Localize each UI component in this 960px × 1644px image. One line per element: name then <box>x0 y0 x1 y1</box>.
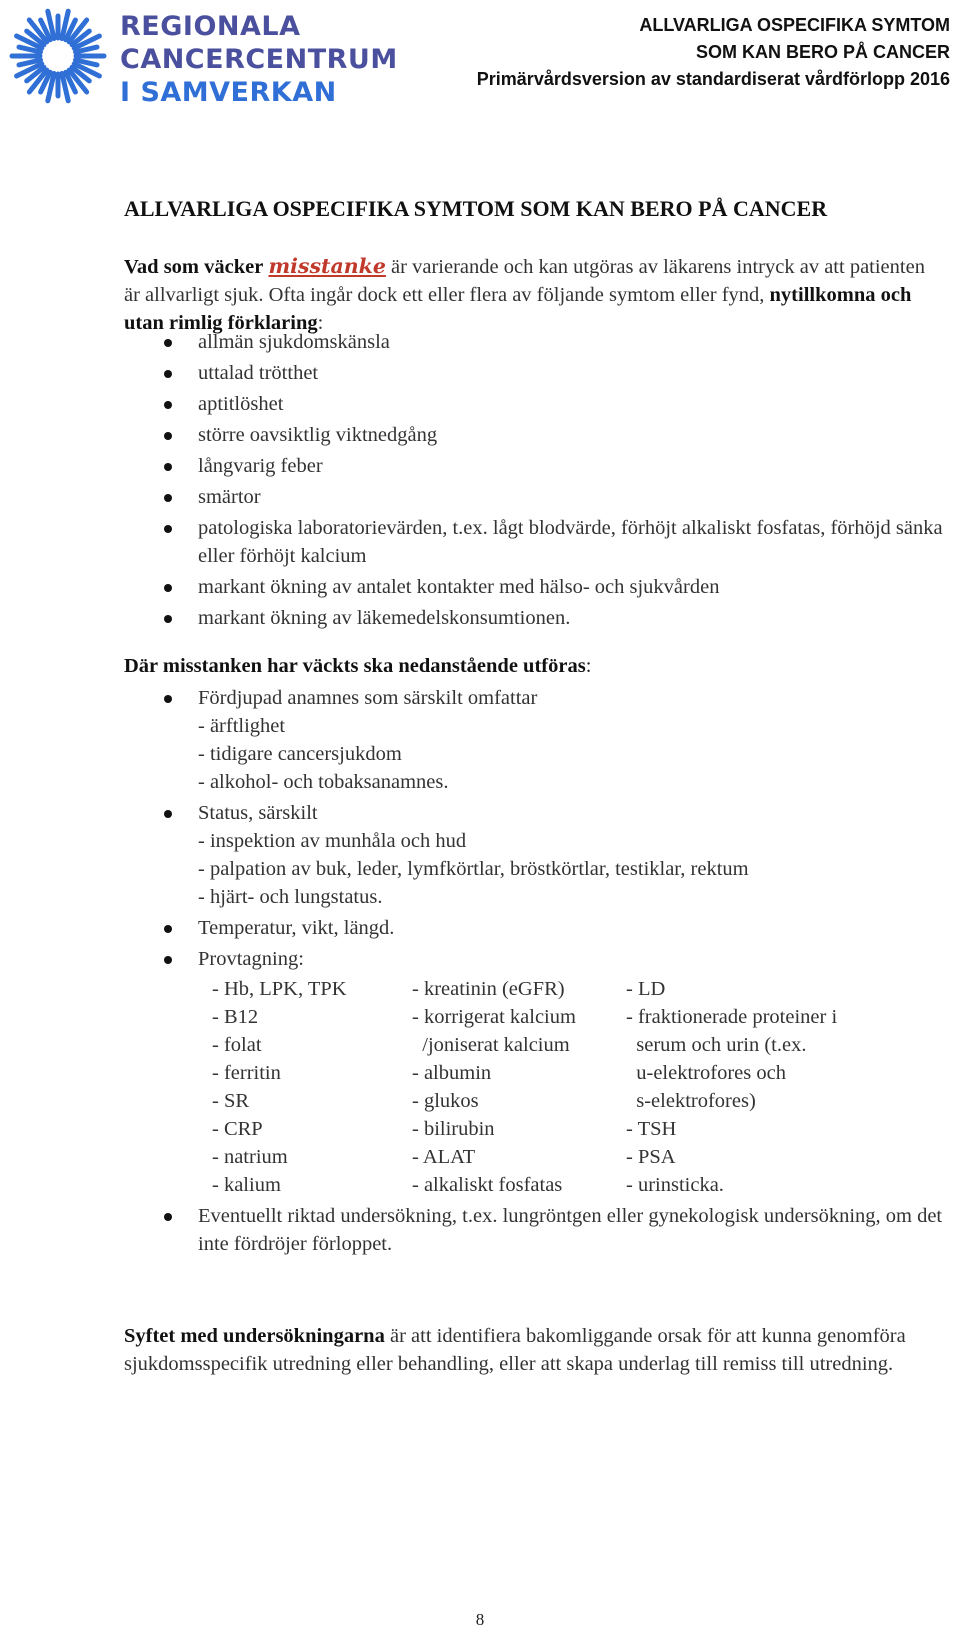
table-row <box>198 1031 837 1059</box>
list-item: smärtor <box>124 483 944 511</box>
table-cell: - B12 <box>212 1006 259 1028</box>
page-title: ALLVARLIGA OSPECIFIKA SYMTOM SOM KAN BERO PÅ CANCER <box>124 196 828 221</box>
table-cell: serum och urin (t.ex. <box>626 1034 807 1056</box>
list-item-temperatur: Temperatur, vikt, längd. <box>124 914 944 942</box>
actions-heading-bold: Där misstanken har väckts ska nedanstående utföras <box>124 655 586 677</box>
sun-logo-icon <box>6 4 110 104</box>
table-cell: - PSA <box>626 1146 676 1168</box>
intro-lead: Vad som väcker <box>124 256 264 278</box>
bullet-icon <box>164 432 172 440</box>
page-number: 8 <box>475 1610 485 1629</box>
list-item: större oavsiktlig viktnedgång <box>124 421 944 449</box>
table-cell: - albumin <box>412 1062 492 1084</box>
table-cell: - SR <box>212 1090 250 1112</box>
logo-line-1: REGIONALA <box>120 11 301 42</box>
list-item-anamnes: Fördjupad anamnes som särskilt omfattar - ärftlighet - tidigare cancersjukdom - alkohol- och tobaksanamnes. <box>124 684 944 796</box>
bullet-icon <box>164 494 172 502</box>
list-item: patologiska laboratorievärden, t.ex. lågt blodvärde, förhöjt alkaliskt fosfatas, förhöjd sänka eller förhöjt kalcium <box>124 514 944 570</box>
bullet-icon <box>164 370 172 378</box>
header-line-2: SOM KAN BERO PÅ CANCER <box>695 42 950 62</box>
list-item: allmän sjukdomskänsla <box>124 328 944 356</box>
actions-heading-tail: : <box>585 655 592 677</box>
table-row <box>198 1171 837 1199</box>
table-cell: - bilirubin <box>412 1118 495 1140</box>
logo-line-3: I SAMVERKAN <box>120 77 337 108</box>
table-cell: - TSH <box>626 1118 677 1140</box>
table-cell: - ferritin <box>212 1062 281 1084</box>
outro-bold: Syftet med undersökningarna <box>124 1325 385 1347</box>
logo-wordmark <box>120 10 398 109</box>
bullet-icon <box>164 584 172 592</box>
list-item: markant ökning av läkemedelskonsumtionen. <box>124 604 944 632</box>
list-item-status: Status, särskilt - inspektion av munhåla och hud - palpation av buk, leder, lymfkörtlar, bröstkörtlar, testiklar, rektum - hjärt- och lungstatus. <box>124 799 944 911</box>
bullet-icon <box>164 401 172 409</box>
table-cell: - kreatinin (eGFR) <box>412 978 565 1000</box>
table-row <box>198 1087 837 1115</box>
table-cell: - fraktionerade proteiner i <box>626 1006 838 1028</box>
table-cell: - CRP <box>212 1118 263 1140</box>
table-row <box>198 975 837 1003</box>
table-cell: - glukos <box>412 1090 479 1112</box>
table-cell: u-elektrofores och <box>626 1062 786 1084</box>
list-item: långvarig feber <box>124 452 944 480</box>
table-row <box>198 1115 837 1143</box>
bullet-icon <box>164 525 172 533</box>
table-cell: - natrium <box>212 1146 288 1168</box>
bullet-icon <box>164 615 172 623</box>
table-row <box>198 1143 837 1171</box>
actions-list <box>124 684 944 1258</box>
document-header <box>477 12 950 93</box>
bullet-icon <box>164 956 172 964</box>
list-item: aptitlöshet <box>124 390 944 418</box>
bullet-icon <box>164 695 172 703</box>
outro-text: är att identifiera bakomliggande orsak för att kunna genomföra sjukdomsspecifik utredning eller behandling, eller att skapa underlag till remiss till utredning. <box>124 1325 906 1375</box>
bullet-icon <box>164 925 172 933</box>
table-cell: - korrigerat kalcium <box>412 1006 576 1028</box>
misstanke-highlight: misstanke <box>268 254 386 278</box>
bullet-icon <box>164 1213 172 1221</box>
header-line-1: ALLVARLIGA OSPECIFIKA SYMTOM <box>639 15 950 35</box>
list-item-provtagning: Provtagning: - Hb, LPK, TPK - kreatinin (eGFR) - LD - B12 - korrigerat kalcium - fraktionerade proteiner i - folat /joniserat kalcium serum och urin (t.ex. - ferritin - albumin u-elektrofores och - SR - glukos s-elektrofores) - CRP - bilirubin - TSH - natrium - ALAT - PSA - kalium - alkaliskt fosfatas - urinsticka. <box>124 945 944 1199</box>
logo-line-2: CANCERCENTRUM <box>120 44 398 75</box>
list-item-eventuellt: Eventuellt riktad undersökning, t.ex. lungröntgen eller gynekologisk undersökning, om det inte fördröjer förloppet. <box>124 1202 944 1258</box>
actions-heading <box>124 655 591 678</box>
table-cell: /joniserat kalcium <box>412 1034 570 1056</box>
bullet-icon <box>164 339 172 347</box>
symptom-list <box>124 328 944 632</box>
table-cell: - LD <box>626 978 666 1000</box>
conclusion-paragraph <box>124 1322 944 1378</box>
table-cell: - alkaliskt fosfatas <box>412 1174 563 1196</box>
intro-text-2: : <box>317 312 324 334</box>
table-row <box>198 1059 837 1087</box>
rcc-logo <box>6 4 398 108</box>
provtagning-table <box>198 975 837 1199</box>
bullet-icon <box>164 463 172 471</box>
list-item: markant ökning av antalet kontakter med hälso- och sjukvården <box>124 573 944 601</box>
table-cell: - kalium <box>212 1174 281 1196</box>
intro-bold-2: nytillkomna och utan rimlig förklaring <box>124 284 912 334</box>
table-cell: - Hb, LPK, TPK <box>212 978 347 1000</box>
table-cell: s-elektrofores) <box>626 1090 756 1112</box>
table-cell: - urinsticka. <box>626 1174 724 1196</box>
header-line-3: Primärvårdsversion av standardiserat vårdförlopp 2016 <box>476 69 950 89</box>
bullet-icon <box>164 810 172 818</box>
table-row <box>198 1003 837 1031</box>
intro-paragraph <box>124 252 934 337</box>
table-cell: - ALAT <box>412 1146 476 1168</box>
table-cell: - folat <box>212 1034 262 1056</box>
intro-text-1: är varierande och kan utgöras av läkarens intryck av att patienten är allvarligt sjuk. Ofta ingår dock ett eller flera av följande symtom eller fynd, <box>124 256 925 306</box>
list-item: uttalad trötthet <box>124 359 944 387</box>
